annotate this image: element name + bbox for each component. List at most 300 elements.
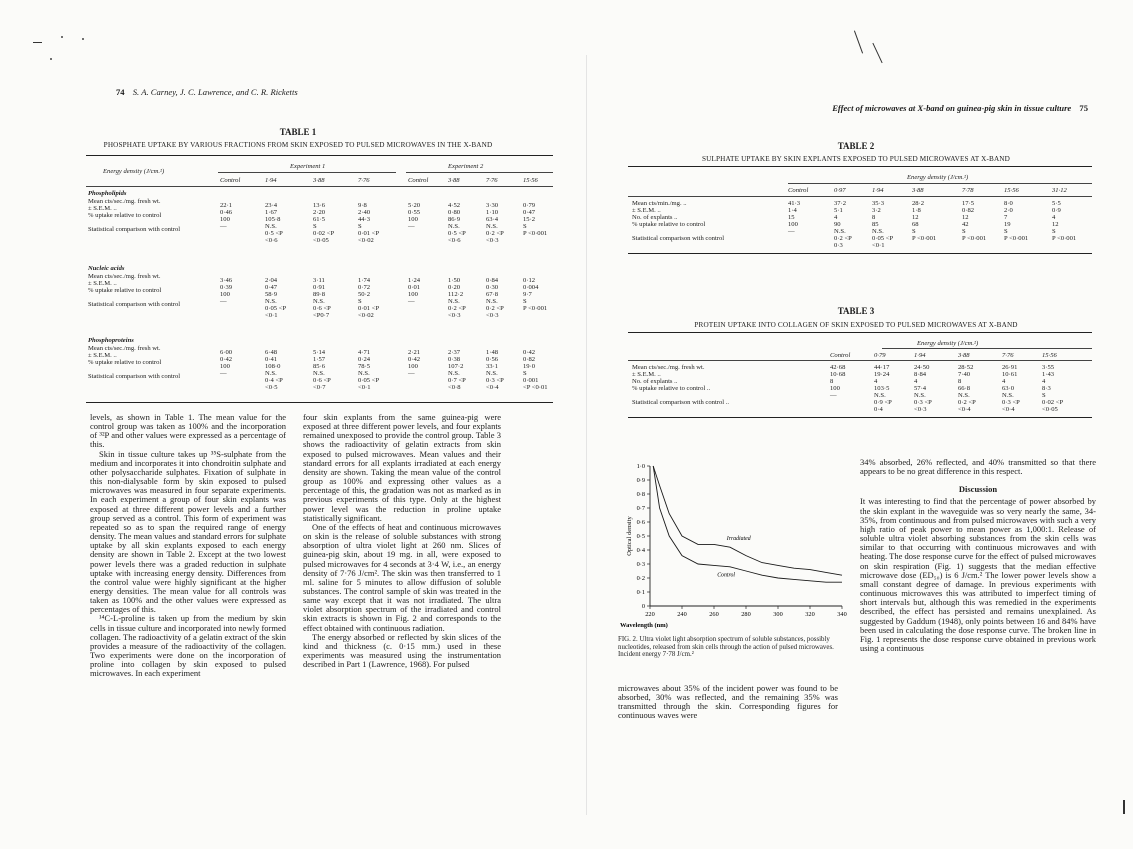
table-cell: 100 (830, 385, 840, 392)
table-cell: 1·24 (408, 277, 421, 284)
row-label: % uptake relative to control (632, 221, 706, 228)
column-header: 1·94 (265, 177, 277, 184)
table-cell: N.S. (874, 392, 886, 399)
table-cell: 0·39 (220, 284, 233, 291)
table-cell: S (358, 298, 362, 305)
table-cell: 85 (872, 221, 879, 228)
right-header-title: Effect of microwaves at X-band on guinea-pig skin in tissue culture (832, 103, 1072, 113)
table-cell: S (358, 223, 362, 230)
section-title: Nucleic acids (88, 265, 125, 272)
column-header: 3·88 (912, 187, 924, 194)
table-cell: 4 (1052, 214, 1056, 221)
table-cell: N.S. (486, 370, 498, 377)
column-header: Control (220, 177, 241, 184)
table-rule (628, 332, 1092, 333)
table-cell: 33·1 (486, 363, 499, 370)
table3-title: PROTEIN UPTAKE INTO COLLAGEN OF SKIN EXPOSED TO PULSED MICROWAVES AT X-BAND (694, 321, 1018, 329)
table-cell: 26·91 (1002, 364, 1018, 371)
table-cell: 107·2 (448, 363, 464, 370)
table-cell: 1·43 (1042, 371, 1055, 378)
table-cell: 0·47 (523, 209, 536, 216)
chart-axes (620, 463, 847, 629)
table-cell: 0·72 (358, 284, 371, 291)
table-cell: N.S. (265, 370, 277, 377)
table-rule (628, 196, 1092, 197)
table-cell: — (788, 228, 795, 235)
table-cell: 86·9 (448, 216, 461, 223)
table-cell: 3·46 (220, 277, 233, 284)
table-cell: 3·55 (1042, 364, 1055, 371)
column-header: 15·56 (1042, 352, 1057, 359)
table-cell: 15 (788, 214, 795, 221)
table-cell: 0·2 <P (486, 305, 504, 312)
table-cell: 42·68 (830, 364, 846, 371)
table-cell: 2·20 (313, 209, 326, 216)
table-cell: — (408, 298, 415, 305)
row-label: Statistical comparison with control (88, 373, 181, 380)
right-column-1-text: microwaves about 35% of the incident power was found to be absorbed, 30% was reflected, and the remaining 35% was transmitted through the skin. Corresponding figures for continuous waves were (618, 683, 838, 721)
row-label: Statistical comparison with control .. (632, 399, 730, 406)
table-cell: 112·2 (448, 291, 464, 298)
table-cell: 0·91 (313, 284, 326, 291)
y-tick-label: 0·1 (636, 589, 645, 596)
y-tick-label: 0 (641, 603, 645, 610)
right-running-head (832, 103, 1088, 113)
left-column-1 (90, 413, 286, 679)
table-cell: 19·0 (523, 363, 536, 370)
table-cell: 66·8 (958, 385, 971, 392)
y-tick-label: 0·2 (636, 575, 645, 582)
column-header: 7·76 (1002, 352, 1014, 359)
table-cell: <0·3 (486, 237, 499, 244)
row-label: % uptake relative to control (88, 212, 162, 219)
table-cell: 7 (1004, 214, 1008, 221)
table-cell: 12 (912, 214, 919, 221)
row-label: Mean cts/sec./mg. fresh wt. (632, 364, 705, 371)
table-rule (788, 183, 1092, 184)
table-cell: 0·24 (358, 356, 371, 363)
table-cell: <0·1 (872, 242, 885, 249)
stub-head: Energy density (J/cm.²) (103, 168, 165, 175)
table-cell: <0·3 (486, 312, 499, 319)
experiment1-head: Experiment 1 (290, 163, 326, 170)
page-fold (586, 55, 587, 815)
uv-absorption-chart (620, 458, 848, 630)
column-header: 7·78 (962, 187, 974, 194)
row-label: ± S.E.M. .. (632, 207, 661, 214)
table-cell: <0·05 (313, 237, 329, 244)
column-header: 1·94 (914, 352, 926, 359)
table-cell: 1·48 (486, 349, 499, 356)
table-rule (628, 166, 1092, 167)
table-cell: N.S. (486, 298, 498, 305)
column-header: 3·88 (313, 177, 325, 184)
table3-caption: TABLE 3 (837, 306, 875, 316)
row-label: ± S.E.M. .. (88, 280, 117, 287)
table-cell: 0·55 (408, 209, 421, 216)
column-header: 31·12 (1052, 187, 1067, 194)
table-cell: 0·05 <P (358, 377, 380, 384)
table-cell: N.S. (448, 223, 460, 230)
row-label: ± S.E.M. .. (88, 205, 117, 212)
row-label: Statistical comparison with control (632, 235, 725, 242)
table-cell: 0·6 <P (313, 377, 331, 384)
table-rule (218, 172, 396, 173)
table-cell: 8 (872, 214, 876, 221)
table-cell: 28·2 (912, 200, 925, 207)
y-axis-label: Optical density (626, 516, 633, 556)
table-cell: 100 (220, 363, 230, 370)
scan-mark (1123, 800, 1125, 814)
table-cell: 2·21 (408, 349, 421, 356)
column-header: 0·79 (874, 352, 886, 359)
column-header: 0·97 (834, 187, 846, 194)
series-label-irradiated: Irradiated (726, 536, 751, 543)
table-cell: 67·8 (486, 291, 499, 298)
table-cell: 5·20 (408, 202, 421, 209)
x-tick-label: 240 (677, 611, 687, 618)
table-cell: 1·4 (788, 207, 797, 214)
x-tick-label: 340 (837, 611, 847, 618)
table-cell: 0·42 (220, 356, 233, 363)
x-tick-label: 260 (709, 611, 719, 618)
table-cell: 0·20 (448, 284, 461, 291)
y-tick-label: 0·4 (636, 547, 645, 554)
paragraph: It was interesting to find that the percentage of power absorbed by the skin explant in the waveguide was so very nearly the same, 34-35%, from continuous and from pulsed microwaves with such a very high ratio of peak power to mean power as 1,000:1. Release of soluble ultra violet absorbing substances from the skin cells was similar to that occurring with continuous microwaves and with heating. The dose response curve for the effect of pulsed microwaves on skin respiration (Fig. 1) suggests that the median effective microwave dose (ED₅₀) is 6 J/cm.² The lower power levels show a small constant degree of damage. In previous experiments with continuous microwaves this was attributed to imperfect timing of short intervals but, although this was remedied in the experiments described, the effect has persisted and remains unexplained. As suggested by Gaddum (1948), only points between 16 and 84% have been used in calculating the dose response curve. The broken line in Fig. 1 represents the dose response curve obtained in previous work using a continuous (860, 496, 1096, 653)
table-cell: 1·10 (486, 209, 499, 216)
table-cell: 1·57 (313, 356, 326, 363)
table-cell: 15·2 (523, 216, 536, 223)
discussion-heading: Discussion (958, 484, 998, 495)
table-cell: 0·30 (486, 284, 499, 291)
table-cell: N.S. (958, 392, 970, 399)
table-cell: 0·80 (448, 209, 461, 216)
table-cell: <0·7 (313, 384, 326, 391)
table-cell: 4·52 (448, 202, 461, 209)
table-cell: — (408, 370, 415, 377)
table-cell: 0·3 <P (1002, 399, 1020, 406)
figure-2 (620, 458, 848, 630)
table-cell: 0·01 <P (358, 305, 380, 312)
table-rule (86, 155, 553, 156)
table-cell: 4·71 (358, 349, 371, 356)
table-cell: 0·41 (265, 356, 278, 363)
table-cell: P <0·001 (523, 230, 548, 237)
table-cell: 105·8 (265, 216, 281, 223)
table-cell: 0·05 <P (872, 235, 894, 242)
y-tick-label: 0·7 (636, 505, 645, 512)
paragraph: 34% absorbed, 26% reflected, and 40% transmitted so that there appears to be no great difference in this respect. (860, 457, 1096, 477)
scan-mark (61, 36, 63, 38)
x-axis-label: Wavelength (nm) (620, 622, 668, 629)
table-cell: S (523, 223, 527, 230)
table-cell: 0·2 <P (834, 235, 852, 242)
row-label: ± S.E.M. .. (88, 352, 117, 359)
y-tick-label: 0·8 (636, 491, 645, 498)
table-cell: <0·3 (448, 312, 461, 319)
table-cell: P <0·001 (523, 305, 548, 312)
column-header: 15·56 (1004, 187, 1019, 194)
table-cell: 1·50 (448, 277, 461, 284)
table-cell: S (523, 370, 527, 377)
table-cell: 0·2 <P (958, 399, 976, 406)
table-cell: 0·02 <P (1042, 399, 1064, 406)
series-line-irradiated (653, 466, 842, 575)
table-cell: S (313, 223, 317, 230)
table-cell: — (830, 392, 837, 399)
table-cell: 0·4 (874, 406, 883, 413)
table-cell: 8·3 (1042, 385, 1051, 392)
table-cell: 58·9 (265, 291, 278, 298)
stub-head: Energy density (J/cm.²) (917, 340, 979, 347)
experiment2-head: Experiment 2 (448, 163, 484, 170)
table-cell: 0·3 <P (914, 399, 932, 406)
table-cell: 100 (408, 363, 418, 370)
table-cell: 6·48 (265, 349, 278, 356)
table-cell: <0·02 (358, 312, 374, 319)
row-label: No. of explants .. (632, 378, 678, 385)
table-cell: 50·2 (358, 291, 371, 298)
y-tick-label: 1·0 (636, 463, 645, 470)
table-cell: 0·01 (408, 284, 421, 291)
table-cell: 41·3 (788, 200, 801, 207)
table-cell: 22·1 (220, 202, 233, 209)
table-cell: <0·5 (265, 384, 278, 391)
table-rule (86, 402, 553, 403)
right-page (612, 40, 1100, 835)
table-cell: P <0·001 (1004, 235, 1029, 242)
right-column-2 (860, 458, 1096, 653)
y-tick-label: 0·3 (636, 561, 645, 568)
table-cell: <0·05 (1042, 406, 1058, 413)
table-rule (628, 417, 1092, 418)
table-cell: 6·00 (220, 349, 233, 356)
table-cell: 0·5 <P (448, 230, 466, 237)
table-cell: 12 (1052, 221, 1059, 228)
table-cell: 12 (962, 214, 969, 221)
row-label: ± S.E.M. .. (632, 371, 661, 378)
left-running-head (116, 87, 298, 97)
table-cell: 2·04 (265, 277, 278, 284)
table-cell: 100 (408, 216, 418, 223)
table-cell: 10·68 (830, 371, 846, 378)
table-cell: 19 (1004, 221, 1011, 228)
table-cell: 0·3 <P (486, 377, 504, 384)
table-cell: 3·30 (486, 202, 499, 209)
table-cell: N.S. (872, 228, 884, 235)
table-cell: <0·4 (1002, 406, 1015, 413)
section-title: Phospholipids (88, 190, 127, 197)
x-tick-label: 220 (645, 611, 655, 618)
column-header: 7·76 (486, 177, 498, 184)
table-cell: 17·5 (962, 200, 975, 207)
left-page (28, 40, 568, 835)
table-rule (628, 253, 1092, 254)
table-cell: N.S. (265, 298, 277, 305)
table-cell: 44·3 (358, 216, 371, 223)
row-label: Mean cts/sec./mg. fresh wt. (88, 345, 161, 352)
table-cell: 4 (874, 378, 878, 385)
y-tick-label: 0·6 (636, 519, 645, 526)
row-label: Mean cts/min./mg. .. (632, 200, 687, 207)
figure-2-caption: FIG. 2. Ultra violet light absorption spectrum of soluble substances, possibly nucleotides, released from skin cells through the action of pulsed microwaves. Incident energy 7·78 J/cm.² (618, 636, 834, 659)
row-label: % uptake relative to control (88, 359, 162, 366)
left-column-2 (303, 413, 501, 669)
table-cell: <0·1 (265, 312, 278, 319)
table-cell: 5·1 (834, 207, 843, 214)
table-cell: 78·5 (358, 363, 371, 370)
table-cell: N.S. (1002, 392, 1014, 399)
table-cell: 0·05 <P (265, 305, 287, 312)
table-cell: 9·7 (523, 291, 532, 298)
row-label: Statistical comparison with control (88, 301, 181, 308)
table-cell: 8·84 (914, 371, 927, 378)
table-cell: — (220, 370, 227, 377)
table2-caption: TABLE 2 (837, 141, 875, 151)
stub-head: Energy density (J/cm.²) (907, 174, 969, 181)
column-header: 1·94 (872, 187, 884, 194)
row-label: % uptake relative to control (88, 287, 162, 294)
table-cell: <0·3 (914, 406, 927, 413)
table-cell: 1·67 (265, 209, 278, 216)
left-authors: S. A. Carney, J. C. Lawrence, and C. R. Ricketts (132, 87, 298, 97)
table-cell: 5·5 (1052, 200, 1061, 207)
table-cell: S (523, 298, 527, 305)
table-cell: 100 (408, 291, 418, 298)
column-header: Control (788, 187, 809, 194)
row-label: Mean cts/sec./mg. fresh wt. (88, 273, 161, 280)
row-label: No. of explants .. (632, 214, 678, 221)
table-cell: 57·4 (914, 385, 927, 392)
row-label: Mean cts/sec./mg. fresh wt. (88, 198, 161, 205)
table-cell: 108·0 (265, 363, 281, 370)
table-cell: 1·74 (358, 277, 371, 284)
series-label-control: Control (717, 572, 736, 579)
table-cell: <0·8 (448, 384, 461, 391)
table-cell: 0·47 (265, 284, 278, 291)
table-cell: 0·7 <P (448, 377, 466, 384)
table2-title: SULPHATE UPTAKE BY SKIN EXPLANTS EXPOSED TO PULSED MICROWAVES AT X-BAND (702, 155, 1010, 163)
table-cell: 0·56 (486, 356, 499, 363)
table-cell: 0·9 (1052, 207, 1061, 214)
table-cell: S (1004, 228, 1008, 235)
table-cell: N.S. (313, 370, 325, 377)
column-header: 15·56 (523, 177, 538, 184)
table-cell: 2·40 (358, 209, 371, 216)
scan-mark (50, 58, 52, 60)
table-cell: 4 (1002, 378, 1006, 385)
table-cell: 0·9 <P (874, 399, 892, 406)
table-cell: <0·4 (958, 406, 971, 413)
column-header: Control (408, 177, 429, 184)
table-cell: 0·2 <P (486, 230, 504, 237)
table-cell: 8 (958, 378, 962, 385)
table-cell: S (1052, 228, 1056, 235)
table-cell: <0·02 (358, 237, 374, 244)
table-rule (628, 360, 1092, 361)
table-cell: 90 (834, 221, 841, 228)
table-cell: 24·50 (914, 364, 930, 371)
table-cell: 8 (830, 378, 834, 385)
table-cell: P <0·001 (962, 235, 987, 242)
scan-mark (33, 42, 42, 43)
table-cell: N.S. (914, 392, 926, 399)
table-cell: 0·82 (523, 356, 536, 363)
table-cell: 0·38 (448, 356, 461, 363)
paragraph: levels, as shown in Table 1. The mean value for the control group was taken as 100% and the incorporation of ³²P and other values were expressed as a percentage of this. (90, 412, 286, 450)
table-cell: 4 (1042, 378, 1046, 385)
table-cell: S (912, 228, 916, 235)
chart-series (653, 466, 842, 582)
paragraph: One of the effects of heat and continuous microwaves on skin is the release of soluble substances with strong absorption of ultra violet light at 260 nm. Slices of guinea-pig skin, about 19 mg. in all, were exposed to pulsed microwaves for 4 seconds at 3·4 W, i.e., an energy density of 7·76 J/cm². The skin was then transferred to 1 ml. saline for 5 minutes to allow diffusion of soluble substances. The control sample of skin was treated in the same way except that it was not irradiated. The ultra violet absorption spectrum of the irradiated and control skin extracts is shown in Fig. 2 and corresponds to the effect obtained with continuous radiation. (303, 521, 501, 633)
table-cell: 2·0 (1004, 207, 1013, 214)
table-cell: 63·0 (1002, 385, 1015, 392)
column-header: Control (830, 352, 851, 359)
table-cell: N.S. (313, 298, 325, 305)
y-tick-label: 0·9 (636, 477, 645, 484)
table-cell: 85·6 (313, 363, 326, 370)
table-cell: 9·8 (358, 202, 367, 209)
table-cell: 0·79 (523, 202, 536, 209)
table-cell: 0·02 <P (313, 230, 335, 237)
table-cell: 3·2 (872, 207, 881, 214)
table-cell: 0·42 (408, 356, 421, 363)
x-tick-label: 300 (773, 611, 783, 618)
table-cell: 63·4 (486, 216, 499, 223)
table-cell: <0·4 (486, 384, 499, 391)
table-cell: 35·3 (872, 200, 885, 207)
table-cell: 0·5 <P (265, 230, 283, 237)
table-cell: 0·82 (962, 207, 975, 214)
table-rule (406, 172, 553, 173)
table-cell: 0·12 (523, 277, 536, 284)
table-cell: — (408, 223, 415, 230)
table-cell: 42 (962, 221, 969, 228)
y-tick-label: 0·5 (636, 533, 645, 540)
series-line-control (653, 466, 842, 582)
table-cell: 0·84 (486, 277, 499, 284)
table1-caption: TABLE 1 (279, 127, 317, 137)
table-cell: N.S. (448, 298, 460, 305)
table-rule (882, 348, 1092, 349)
table-cell: N.S. (834, 228, 846, 235)
table-cell: S (1042, 392, 1046, 399)
table-cell: P <0·001 (912, 235, 937, 242)
table-rule (86, 186, 553, 187)
table-cell: 4 (834, 214, 838, 221)
table-cell: 28·52 (958, 364, 974, 371)
table-cell: 0·4 <P (265, 377, 283, 384)
table-cell: 0·6 <P (313, 305, 331, 312)
table-cell: 0·42 (523, 349, 536, 356)
table-cell: — (220, 298, 227, 305)
row-label: % uptake relative to control .. (632, 385, 711, 392)
scan-mark (82, 38, 84, 40)
table-cell: 8·0 (1004, 200, 1013, 207)
table-cell: 19·24 (874, 371, 890, 378)
table-cell: 0·46 (220, 209, 233, 216)
table-cell: 37·2 (834, 200, 847, 207)
table-cell: P <0·001 (1052, 235, 1077, 242)
table-cell: 0·001 (523, 377, 539, 384)
table-cell: 5·14 (313, 349, 326, 356)
paragraph: four skin explants from the same guinea-pig were exposed at three different power levels, and four explants remained unexposed to provide the control group. Table 3 shows the radioactivity of gelatin extracts from skin exposed to pulsed microwaves. Mean values and their standard errors for all explants irradiated at each energy density are shown. Taking the mean value of the control group as 100% and expressing other values as a percentage of this, the gradation was not as marked as in previous experiments of this type. Only at the highest power level was the reduction in proline uptake statistically significant. (303, 412, 501, 523)
table-cell: 23·4 (265, 202, 278, 209)
table-cell: 68 (912, 221, 919, 228)
table-cell: 7·40 (958, 371, 971, 378)
table-cell: 89·8 (313, 291, 326, 298)
table-cell: N.S. (448, 370, 460, 377)
